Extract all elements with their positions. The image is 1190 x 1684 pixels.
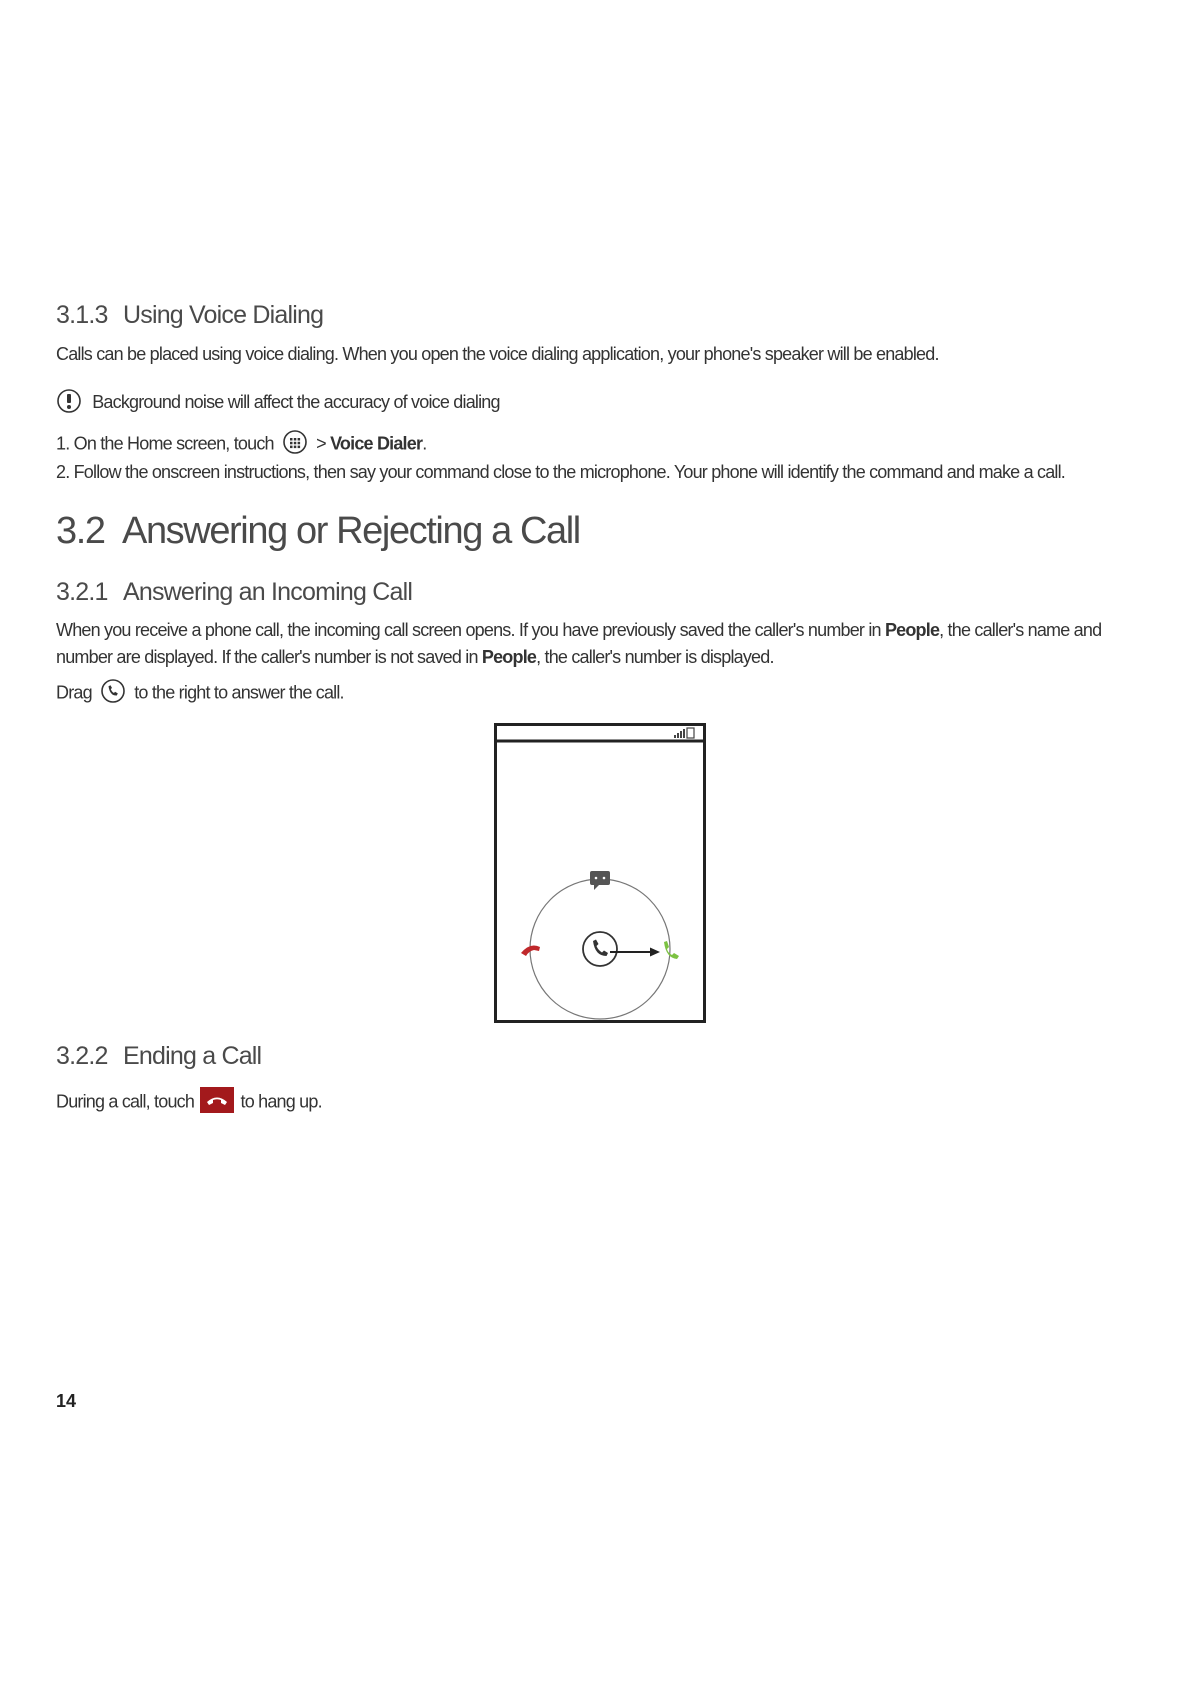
phone-handle-circle-icon <box>100 678 126 709</box>
section-title: Ending a Call <box>123 1042 262 1070</box>
section-title: Answering or Rejecting a Call <box>122 510 580 552</box>
app-grid-icon <box>282 429 308 460</box>
end-call-instruction <box>56 1087 322 1118</box>
step-1 <box>56 429 426 460</box>
section-title: Using Voice Dialing <box>123 301 324 329</box>
voice-dialer-label: Voice Dialer <box>330 433 423 454</box>
drag-instruction <box>56 678 344 709</box>
section-title: Answering an Incoming Call <box>123 578 413 606</box>
text-fragment: to hang up. <box>240 1091 322 1112</box>
paragraph-line-1 <box>56 620 1101 641</box>
text-fragment: During a call, touch <box>56 1091 195 1112</box>
people-label: People <box>884 620 940 640</box>
end-call-button-icon <box>200 1087 234 1118</box>
intro-paragraph: Calls can be placed using voice dialing. When you open the voice dialing application, your phone's speaker will be enabled. <box>56 344 939 364</box>
text-fragment: , the caller's name and <box>939 620 1102 640</box>
answer-handle-icon <box>583 932 617 966</box>
text-fragment: , the caller's number is displayed. <box>536 647 774 667</box>
step-1-end: . <box>422 433 427 454</box>
section-number: 3.2 <box>56 510 105 552</box>
section-heading-3-2-2 <box>56 1042 261 1071</box>
exclamation-circle-icon <box>56 388 82 419</box>
incoming-call-screen-illustration <box>494 723 706 1023</box>
text-fragment: number are displayed. If the caller's number is not saved in <box>56 647 482 667</box>
text-fragment: When you receive a phone call, the incoming call screen opens. If you have previously saved the caller's number in <box>56 620 885 640</box>
section-heading-3-2-1 <box>56 578 412 607</box>
people-label: People <box>481 647 537 667</box>
step-1-text: 1. On the Home screen, touch <box>56 433 274 454</box>
paragraph-line-2 <box>56 647 774 668</box>
text-fragment: Drag <box>56 682 92 703</box>
section-number: 3.2.2 <box>56 1042 108 1070</box>
section-number: 3.2.1 <box>56 578 108 606</box>
note-line <box>56 388 500 419</box>
section-heading-3-1-3 <box>56 301 323 330</box>
text-fragment: to the right to answer the call. <box>134 682 344 703</box>
step-2: 2. Follow the onscreen instructions, then say your command close to the microphone. Your phone will identify the command and make a call. <box>56 462 1066 482</box>
page-number: 14 <box>56 1391 77 1411</box>
section-heading-3-2 <box>56 510 580 553</box>
section-number: 3.1.3 <box>56 301 108 329</box>
note-text: Background noise will affect the accuracy of voice dialing <box>92 392 500 413</box>
step-1-separator: > <box>316 433 331 454</box>
